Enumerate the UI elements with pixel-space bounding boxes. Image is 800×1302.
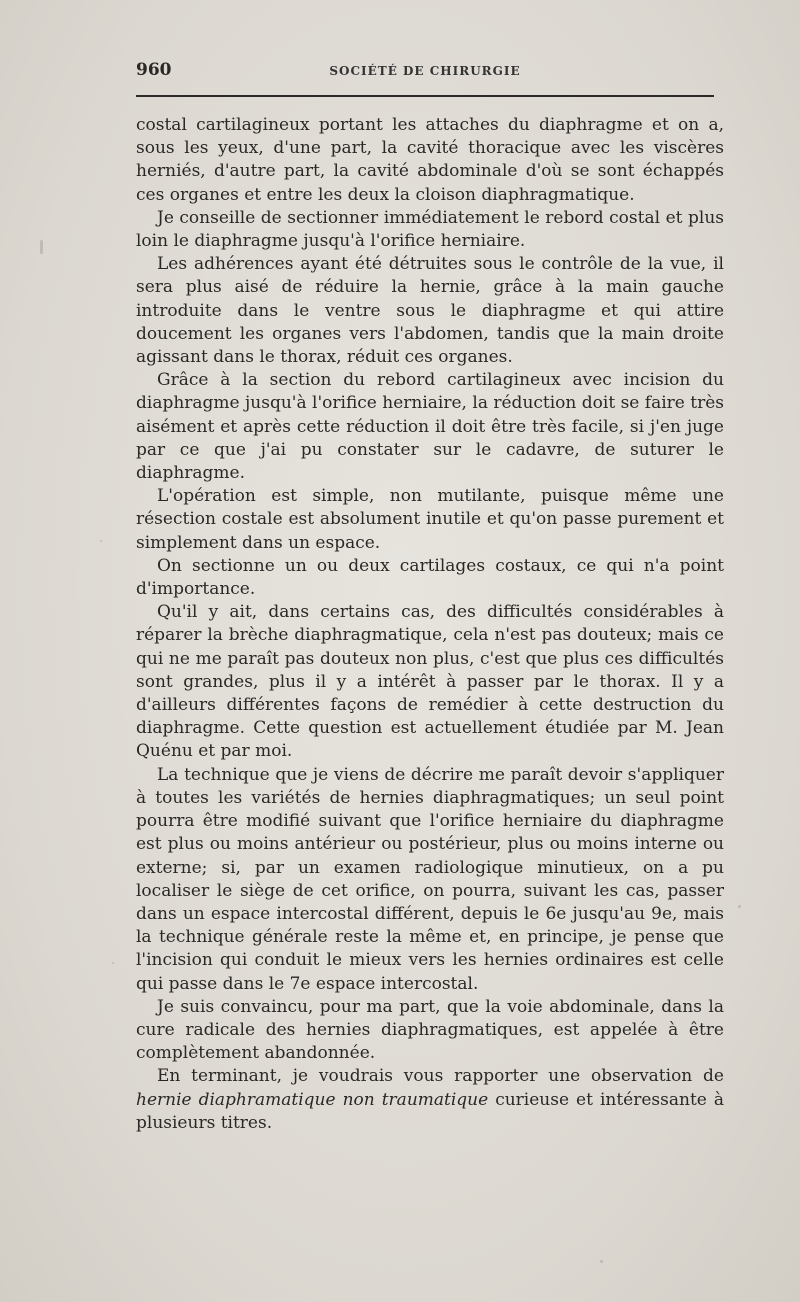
paragraph-1: costal cartilagineux portant les attaches du diaphragme et on a, sous les yeux, d'une part, la cavité thoracique avec les viscères herniés, d'autre part, la cavité abdominale d'où se sont échappés ces organes et entre les deux la cloison diaphragmatique. [136, 115, 724, 205]
paragraph-3: Les adhérences ayant été détruites sous le contrôle de la vue, il sera plus aisé de réduire la hernie, grâce à la main gauche introduite dans le ventre sous le diaphragme et qui attire doucement les organes vers l'abdomen, tandis que la main droite agissant dans le thorax, réduit ces organes. [136, 254, 724, 368]
paragraph-5: L'opération est simple, non mutilante, puisque même une résection costale est absolument inutile et qu'on passe purement et simplement dans un espace. [136, 486, 724, 553]
paper-speck [100, 540, 102, 542]
paragraph-4: Grâce à la section du rebord cartilagineux avec incision du diaphragme jusqu'à l'orifice herniaire, la réduction doit se faire très aisément et après cette réduction il doit être très facile, si j'en juge par ce que j'ai pu constater sur le cadavre, de suturer le diaphragme. [136, 370, 724, 484]
paper-speck [738, 905, 741, 908]
paper-speck [600, 1260, 603, 1263]
paragraph-7: Qu'il y ait, dans certains cas, des difficultés considérables à réparer la brèche diaphragmatique, cela n'est pas douteux; mais ce qui ne me paraît pas douteux non plus, c'est que plus ces difficultés sont grandes, plus il y a intérêt à passer par le thorax. Il y a d'ailleurs différentes façons de remédier à cette destruction du diaphragme. Cette question est actuellement étudiée par M. Jean Quénu et par moi. [136, 602, 724, 762]
paragraph-10-italic-title: hernie diaphramatique non traumatique [136, 1089, 489, 1110]
running-title: SOCIÉTÉ DE CHIRURGIE [329, 64, 521, 78]
page-header [136, 58, 714, 86]
page-number: 960 [136, 60, 172, 80]
paragraph-10-start: En terminant, je voudrais vous rapporter une observation de [157, 1066, 724, 1087]
paper-speck [112, 962, 114, 964]
header-rule [136, 95, 714, 97]
paragraph-8: La technique que je viens de décrire me paraît devoir s'appliquer à toutes les variétés de hernies diaphragmatiques; un seul point pourra être modifié suivant que l'orifice herniaire du diaphragme est plus ou moins antérieur ou postérieur, plus ou moins interne ou externe; si, par un examen radiologique minutieux, on a pu localiser le siège de cet orifice, on pourra, suivant les cas, passer dans un espace intercostal différent, depuis le 6e jusqu'au 9e, mais la technique générale reste la même et, en principe, je pense que l'incision qui conduit le mieux vers les hernies ordinaires est celle qui passe dans le 7e espace intercostal. [136, 764, 724, 994]
paragraph-10 [136, 1065, 724, 1135]
paragraph-9: Je suis convaincu, pour ma part, que la voie abdominale, dans la cure radicale des hernies diaphragmatiques, est appelée à être complètement abandonnée. [136, 996, 724, 1064]
paper-speck [40, 240, 43, 254]
paragraph-2: Je conseille de sectionner immédiatement le rebord costal et plus loin le diaphragme jusqu'à l'orifice herniaire. [136, 207, 724, 252]
body-text [136, 114, 724, 1135]
paragraph-6: On sectionne un ou deux cartilages costaux, ce qui n'a point d'importance. [136, 555, 724, 600]
paragraph-10-end: curieuse et intéressante à plusieurs titres. [136, 1089, 724, 1133]
